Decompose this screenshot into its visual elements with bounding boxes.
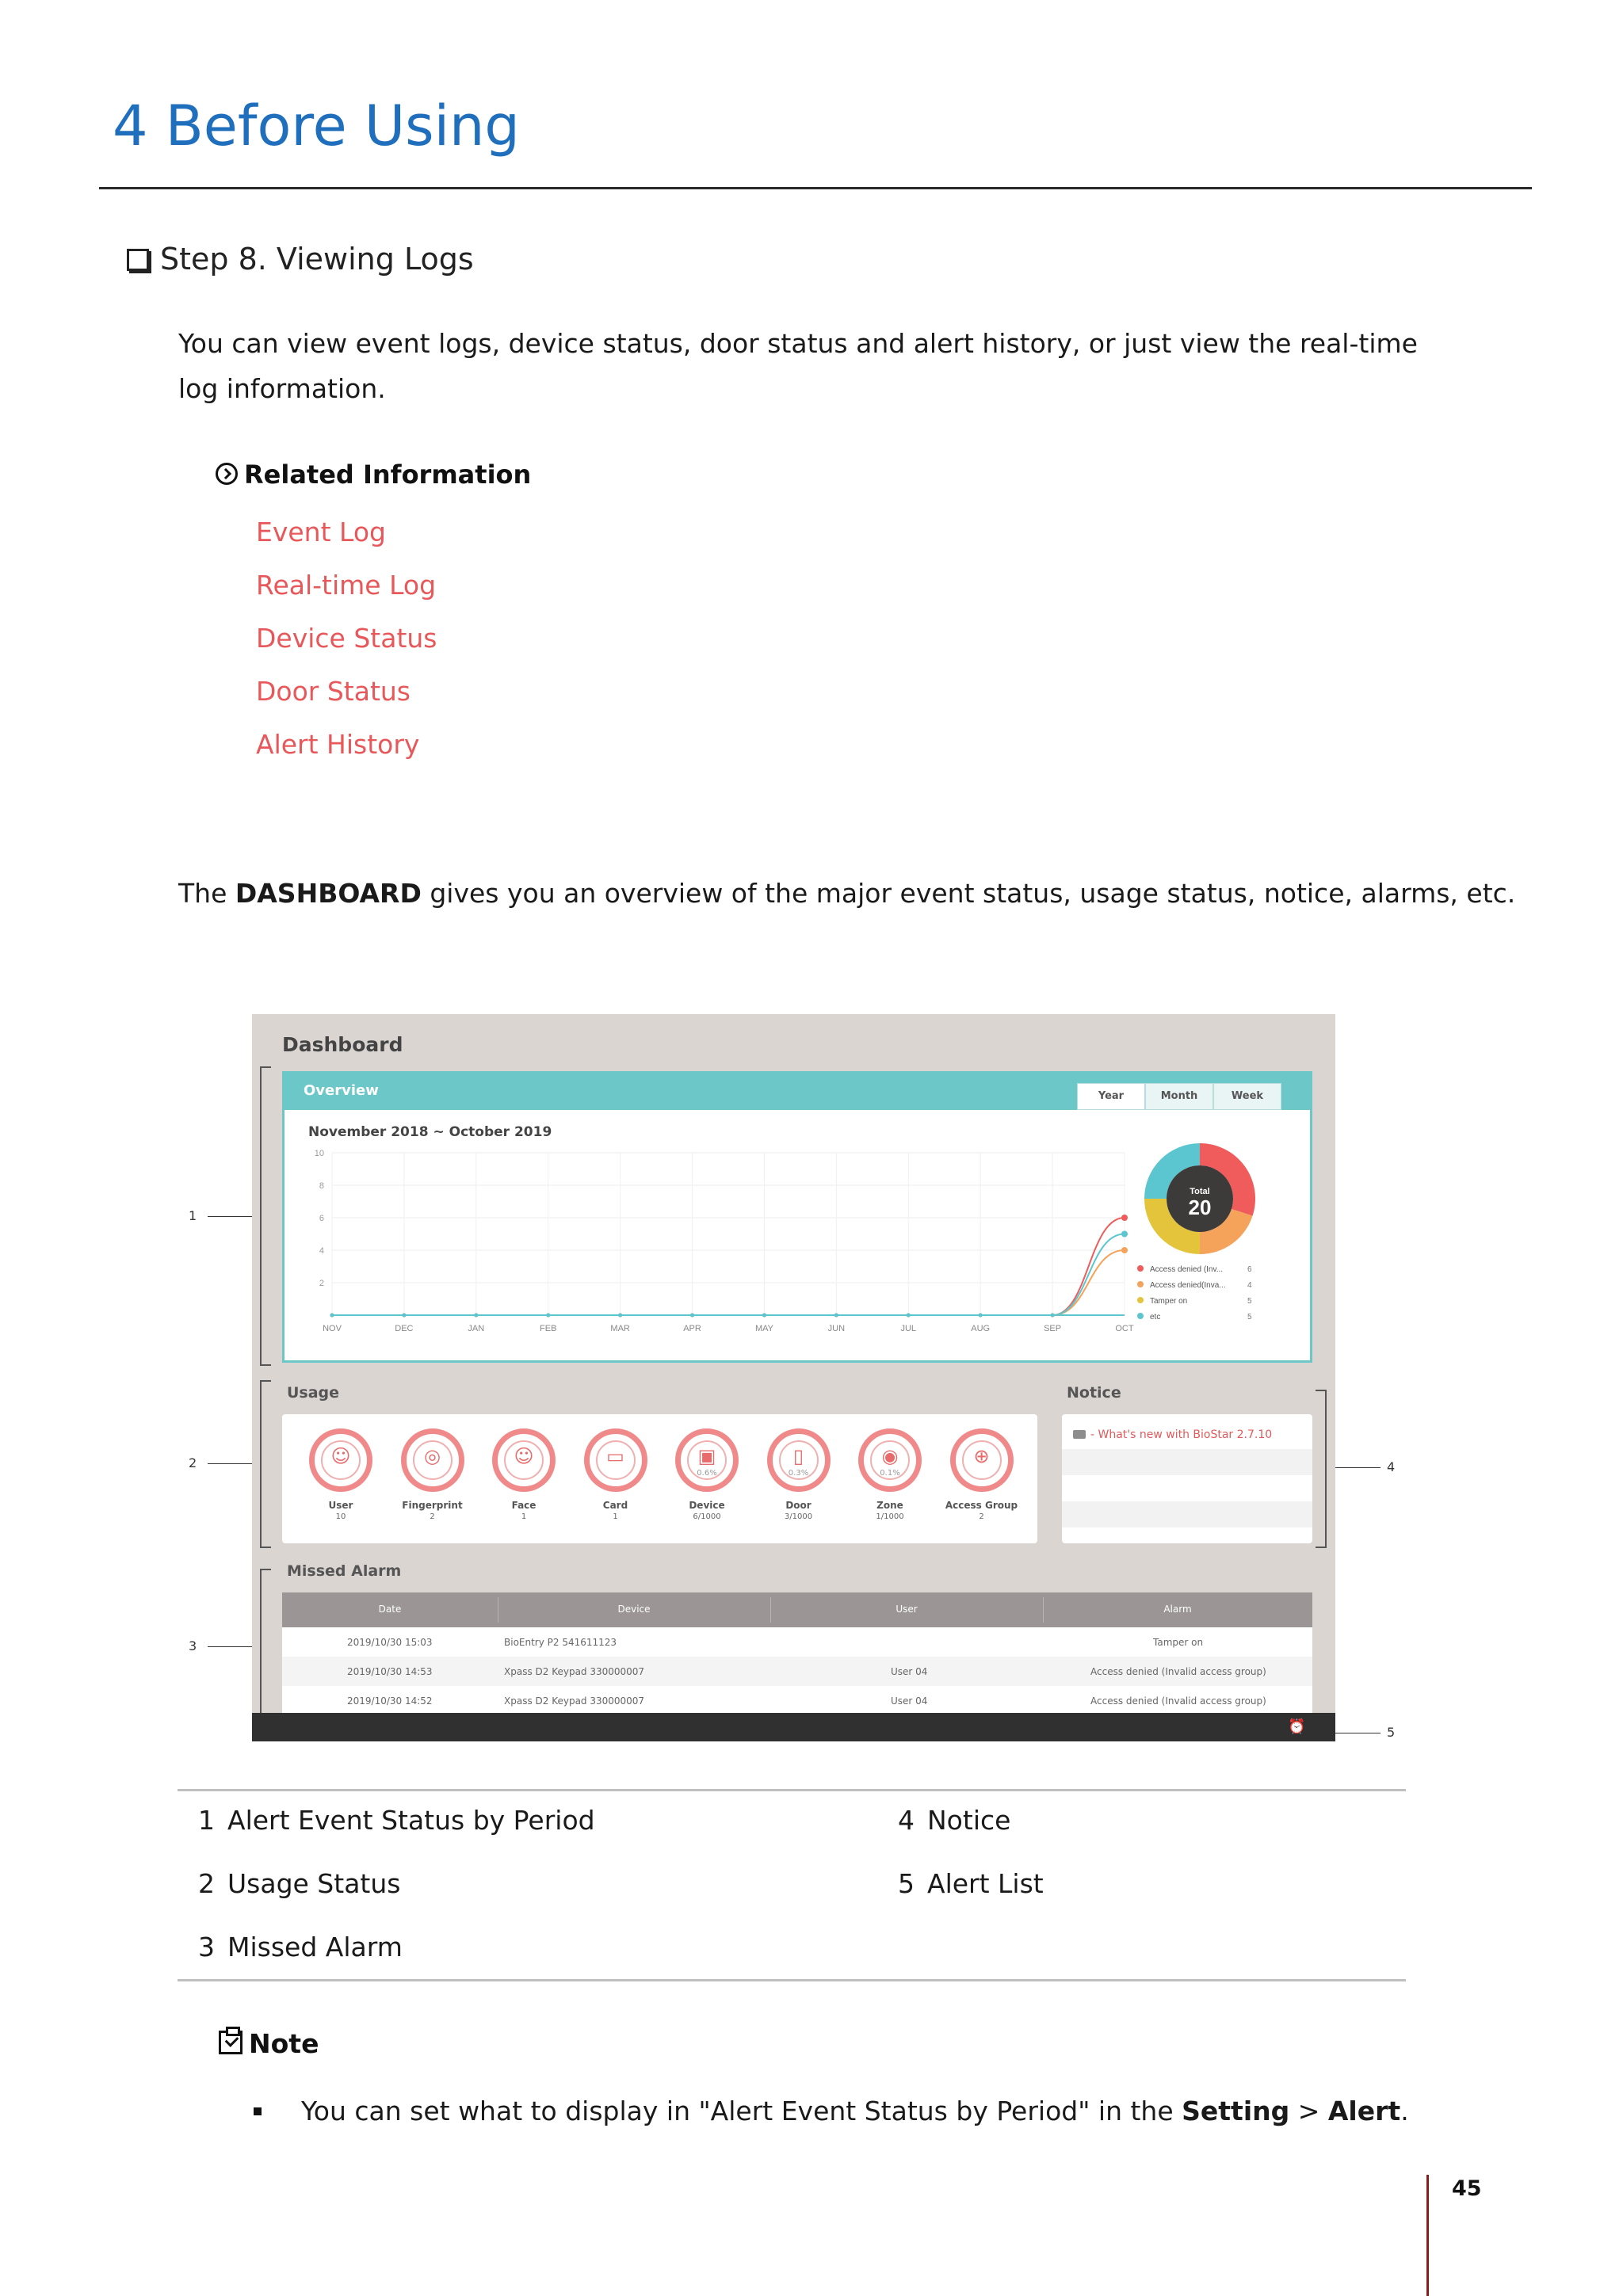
y-tick-label: 6 <box>319 1214 324 1223</box>
usage-ring <box>492 1428 556 1492</box>
tab-year[interactable]: Year <box>1077 1083 1145 1110</box>
usage-name: Fingerprint <box>402 1500 463 1511</box>
missed-alarm-label: Missed Alarm <box>287 1562 402 1580</box>
data-point <box>618 1314 622 1318</box>
legend-dot <box>1137 1281 1144 1287</box>
usage-count: 1 <box>521 1512 527 1521</box>
cell-user: User 04 <box>891 1666 928 1677</box>
person-icon: ☺ <box>330 1445 351 1467</box>
legend-num-3: 3 <box>198 1932 215 1962</box>
x-tick-label: SEP <box>1044 1324 1062 1333</box>
legend-dot <box>1137 1297 1144 1303</box>
cell-user: User 04 <box>891 1695 928 1707</box>
note-alert: Alert <box>1327 2096 1401 2126</box>
alarm-table-header <box>282 1592 1312 1627</box>
table-row[interactable] <box>282 1627 1312 1657</box>
x-tick-label: OCT <box>1115 1324 1134 1333</box>
cell-device: Xpass D2 Keypad 330000007 <box>504 1695 645 1707</box>
related-information-heading <box>216 460 531 490</box>
clipboard-check-icon <box>219 2031 242 2054</box>
legend-value: 5 <box>1247 1313 1252 1322</box>
x-tick-label: NOV <box>323 1324 342 1333</box>
usage-ring <box>767 1428 831 1492</box>
legend-text-2: Usage Status <box>227 1868 401 1899</box>
x-tick-label: JUN <box>827 1324 846 1333</box>
data-point <box>402 1314 406 1318</box>
legend-value: 5 <box>1247 1297 1252 1306</box>
legend-bottom-rule <box>178 1979 1406 1981</box>
usage-item[interactable] <box>938 1428 1025 1521</box>
cell-alarm: Access denied (Invalid access group) <box>1090 1695 1266 1707</box>
notice-row <box>1062 1449 1312 1475</box>
usage-item[interactable] <box>755 1428 842 1521</box>
usage-item[interactable] <box>572 1428 659 1521</box>
data-point <box>1121 1231 1128 1238</box>
bracket-notice <box>1316 1390 1327 1548</box>
overview-chart <box>285 1145 1310 1359</box>
intro-paragraph: You can view event logs, device status, door status and alert history, or just view the real-time log information. <box>178 328 1418 404</box>
checkbox-bullet-icon <box>127 249 149 271</box>
tab-week[interactable]: Week <box>1213 1083 1281 1110</box>
usage-count: 3/1000 <box>784 1512 813 1521</box>
callout-3: 3 <box>189 1638 197 1653</box>
cell-date: 2019/10/30 14:53 <box>347 1666 433 1677</box>
legend-num-4: 4 <box>898 1805 915 1836</box>
legend-num-1: 1 <box>198 1805 215 1836</box>
x-tick-label: MAY <box>754 1324 773 1333</box>
chevron-circle-icon <box>216 463 238 485</box>
link-device-status[interactable]: Device Status <box>256 623 437 654</box>
fingerprint-icon: ◎ <box>424 1445 441 1467</box>
dashboard-description <box>178 878 1515 909</box>
step-heading-text: Step 8. Viewing Logs <box>160 242 474 277</box>
cell-device: Xpass D2 Keypad 330000007 <box>504 1666 645 1677</box>
data-point <box>834 1314 838 1318</box>
callout-4: 4 <box>1387 1459 1396 1474</box>
donut-total-label: Total <box>1190 1187 1210 1196</box>
overview-header <box>285 1074 1310 1110</box>
tab-month[interactable]: Month <box>1145 1083 1213 1110</box>
note-suffix: . <box>1400 2096 1409 2126</box>
device-icon: ▣ <box>697 1445 716 1467</box>
desc-bold: DASHBOARD <box>235 878 422 909</box>
usage-percent: 0.6% <box>697 1469 717 1478</box>
bullet-icon <box>254 2107 262 2115</box>
notice-label: Notice <box>1067 1384 1121 1402</box>
note-heading <box>219 2028 319 2059</box>
dashboard-title: Dashboard <box>282 1033 403 1056</box>
usage-count: 2 <box>430 1512 435 1521</box>
legend-dot <box>1137 1313 1144 1319</box>
page-number: 45 <box>1452 2176 1482 2201</box>
notice-item[interactable] <box>1073 1428 1272 1441</box>
usage-name: Door <box>785 1500 812 1511</box>
cell-alarm: Tamper on <box>1153 1637 1204 1648</box>
data-point <box>474 1314 478 1318</box>
legend-top-rule <box>178 1789 1406 1791</box>
data-point <box>1121 1215 1128 1221</box>
usage-count: 1 <box>613 1512 618 1521</box>
bracket-overview <box>260 1066 271 1366</box>
data-point <box>1121 1247 1128 1253</box>
x-tick-label: JUL <box>900 1324 917 1333</box>
usage-name: Card <box>602 1500 628 1511</box>
door-icon: ▯ <box>792 1445 804 1467</box>
col-user[interactable]: User <box>896 1604 918 1615</box>
notice-panel <box>1062 1414 1312 1543</box>
chapter-title: 4 Before Using <box>113 93 520 158</box>
x-tick-label: DEC <box>395 1324 414 1333</box>
desc-suffix: gives you an overview of the major event status, usage status, notice, alarms, etc. <box>421 878 1516 909</box>
usage-ring <box>950 1428 1014 1492</box>
y-tick-label: 2 <box>319 1279 324 1288</box>
callout-5: 5 <box>1387 1725 1396 1740</box>
usage-count: 6/1000 <box>693 1512 721 1521</box>
usage-name: Zone <box>876 1500 903 1511</box>
legend-text-3: Missed Alarm <box>227 1932 403 1962</box>
bracket-missed-alarm <box>260 1569 271 1719</box>
step-heading <box>127 242 474 277</box>
usage-label: Usage <box>287 1384 340 1402</box>
data-point <box>907 1314 911 1318</box>
y-tick-label: 10 <box>314 1149 324 1158</box>
note-heading-text: Note <box>249 2028 319 2059</box>
series-line <box>332 1234 1125 1316</box>
notice-row <box>1062 1501 1312 1527</box>
x-tick-label: JAN <box>468 1324 485 1333</box>
access-group-icon: ⊕ <box>973 1445 990 1467</box>
legend-label: Access denied (Inv... <box>1150 1265 1224 1274</box>
data-point <box>330 1314 334 1318</box>
usage-ring <box>401 1428 464 1492</box>
usage-percent: 0.1% <box>880 1469 900 1478</box>
face-icon: ☺ <box>514 1445 534 1467</box>
usage-item[interactable] <box>846 1428 934 1521</box>
bracket-usage <box>260 1380 271 1548</box>
usage-ring <box>584 1428 647 1492</box>
missed-alarm-table <box>282 1592 1312 1714</box>
y-tick-label: 4 <box>319 1246 324 1256</box>
zone-icon: ◉ <box>881 1445 899 1467</box>
y-tick-label: 8 <box>319 1181 324 1191</box>
link-door-status[interactable]: Door Status <box>256 676 411 707</box>
overview-label: Overview <box>304 1082 379 1099</box>
usage-ring <box>675 1428 739 1492</box>
related-heading-text: Related Information <box>244 460 532 490</box>
legend-label: Tamper on <box>1150 1297 1188 1306</box>
col-alarm[interactable]: Alarm <box>1163 1604 1192 1615</box>
col-date[interactable]: Date <box>378 1604 402 1615</box>
callout-2: 2 <box>189 1455 197 1470</box>
note-text <box>301 2096 1409 2126</box>
usage-name: Access Group <box>945 1500 1018 1511</box>
data-point <box>690 1314 694 1318</box>
legend-dot <box>1137 1265 1144 1272</box>
cell-date: 2019/10/30 14:52 <box>347 1695 433 1707</box>
data-point <box>546 1314 550 1318</box>
usage-item[interactable] <box>480 1428 567 1521</box>
data-point <box>979 1314 983 1318</box>
message-icon <box>1073 1430 1086 1439</box>
callout-1: 1 <box>189 1208 197 1223</box>
page-bar <box>1426 2175 1429 2296</box>
cell-device: BioEntry P2 541611123 <box>504 1637 617 1648</box>
chapter-divider <box>99 187 1532 189</box>
dashboard-screenshot <box>252 1014 1335 1741</box>
legend-label: Access denied(Inva... <box>1150 1281 1226 1290</box>
legend-label: etc <box>1150 1313 1161 1322</box>
series-line <box>332 1218 1125 1315</box>
legend-num-5: 5 <box>898 1868 915 1899</box>
table-row[interactable] <box>282 1686 1312 1715</box>
usage-count: 10 <box>335 1512 346 1521</box>
cell-alarm: Access denied (Invalid access group) <box>1090 1666 1266 1677</box>
data-point <box>1051 1314 1055 1318</box>
usage-item[interactable] <box>297 1428 384 1521</box>
cell-date: 2019/10/30 15:03 <box>347 1637 433 1648</box>
data-point <box>762 1314 766 1318</box>
dashboard-footer-bar <box>252 1713 1335 1741</box>
legend-value: 4 <box>1247 1281 1252 1290</box>
table-row[interactable] <box>282 1657 1312 1686</box>
usage-count: 1/1000 <box>876 1512 904 1521</box>
note-separator: > <box>1289 2096 1328 2126</box>
link-alert-history[interactable]: Alert History <box>256 729 420 760</box>
legend-text-1: Alert Event Status by Period <box>227 1805 595 1836</box>
usage-name: User <box>328 1500 353 1511</box>
legend-num-2: 2 <box>198 1868 215 1899</box>
x-tick-label: MAR <box>610 1324 630 1333</box>
legend-value: 6 <box>1247 1265 1252 1274</box>
note-setting: Setting <box>1182 2096 1290 2126</box>
link-event-log[interactable]: Event Log <box>256 517 386 547</box>
usage-name: Face <box>511 1500 537 1511</box>
usage-panel <box>282 1414 1037 1543</box>
usage-ring <box>309 1428 372 1492</box>
alarm-clock-icon[interactable]: ⏰ <box>1288 1718 1306 1735</box>
legend-text-5: Alert List <box>927 1868 1044 1899</box>
usage-item[interactable] <box>663 1428 750 1521</box>
x-tick-label: APR <box>683 1324 701 1333</box>
legend-text-4: Notice <box>927 1805 1011 1836</box>
usage-ring <box>858 1428 922 1492</box>
desc-prefix: The <box>178 878 235 909</box>
overview-period: November 2018 ~ October 2019 <box>308 1124 552 1140</box>
usage-name: Device <box>689 1500 725 1511</box>
usage-count: 2 <box>979 1512 984 1521</box>
notice-item-text: - What's new with BioStar 2.7.10 <box>1090 1428 1273 1441</box>
col-device[interactable]: Device <box>617 1604 651 1615</box>
note-prefix: You can set what to display in "Alert Event Status by Period" in the <box>301 2096 1182 2126</box>
usage-item[interactable] <box>389 1428 476 1521</box>
overview-panel <box>282 1071 1312 1363</box>
usage-percent: 0.3% <box>788 1469 809 1478</box>
x-tick-label: FEB <box>540 1324 557 1333</box>
x-tick-label: AUG <box>971 1324 991 1333</box>
link-real-time-log[interactable]: Real-time Log <box>256 570 437 601</box>
donut-total-value: 20 <box>1188 1196 1212 1219</box>
card-icon: ▭ <box>606 1445 624 1467</box>
